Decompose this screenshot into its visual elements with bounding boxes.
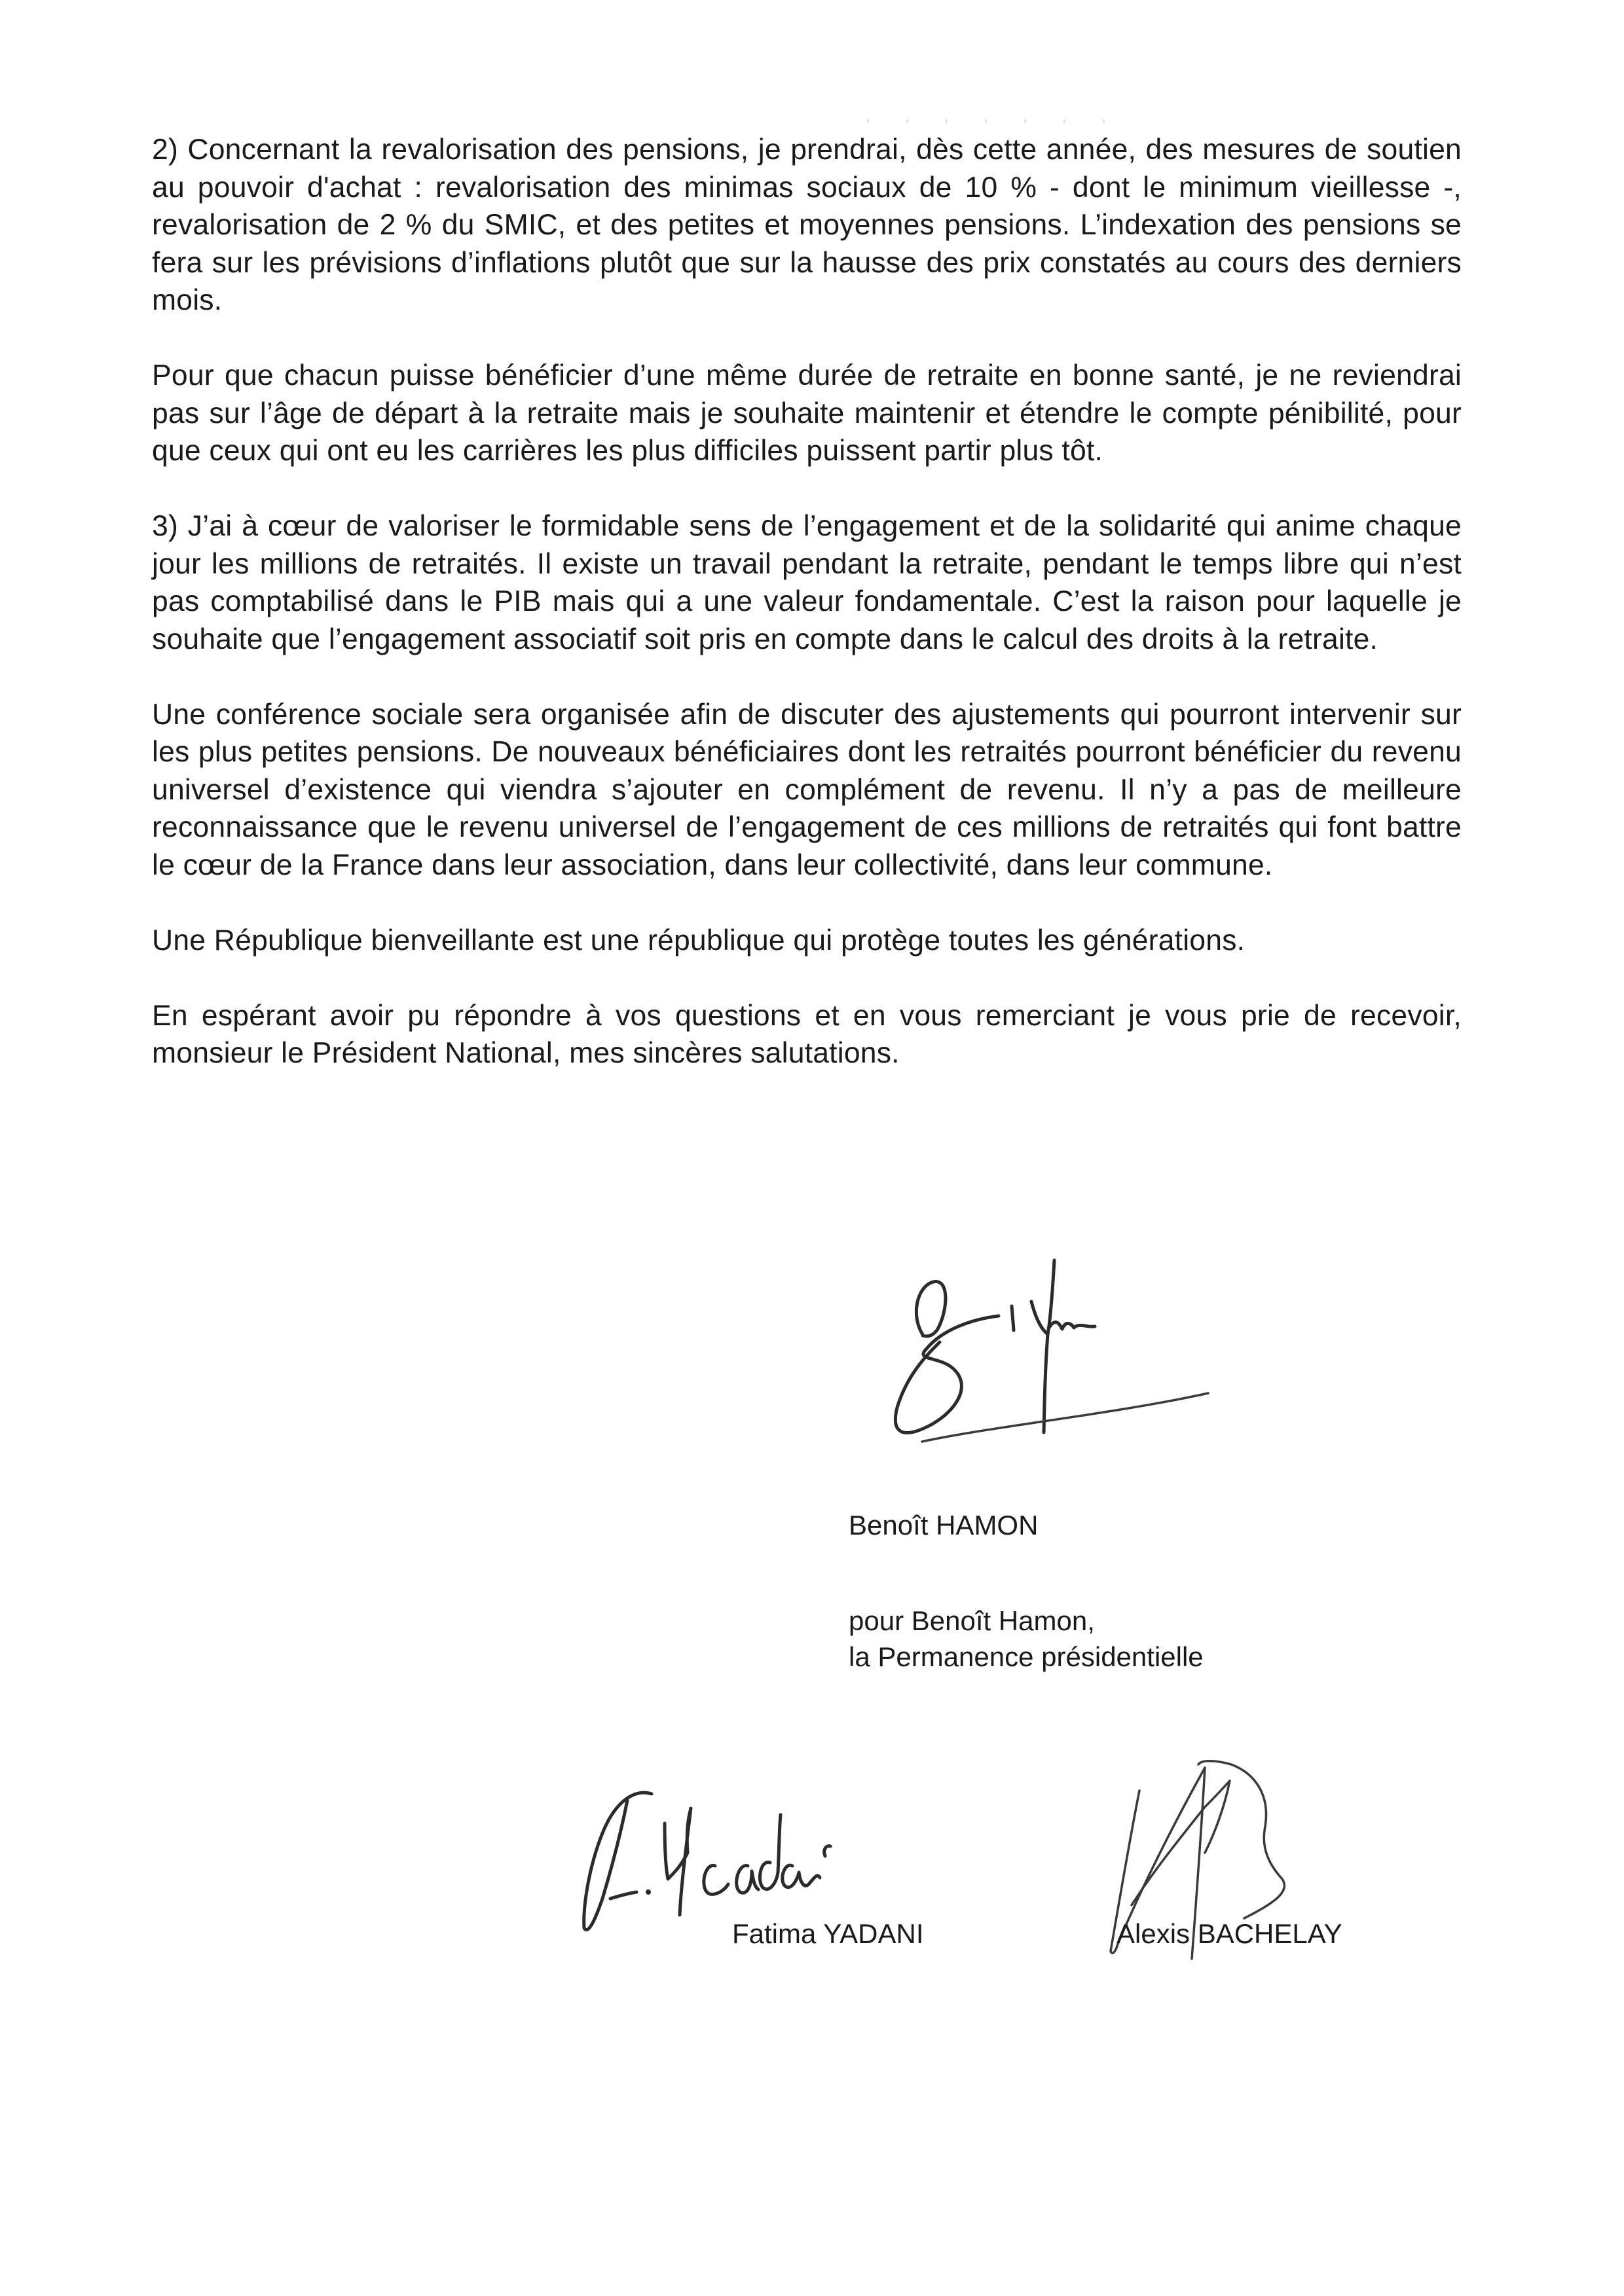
cosigner-name-yadani: Fatima YADANI	[732, 1918, 924, 1949]
paragraph-engagement: 3) J’ai à cœur de valoriser le formidable sens de l’engagement et de la solidarité qui anime chaque jour les millions de retraités. Il existe un travail pendant la retraite, pendant le temps libre qui n’est pas comptabilisé dans le PIB mais qui a une valeur fondamentale. C’est la raison pour laquelle je souhaite que l’engagement associatif soit pris en compte dans le calcul des droits à la retraite.	[152, 510, 1462, 655]
paragraph-retirement-age: Pour que chacun puisse bénéficier d’une même durée de retraite en bonne santé, je ne reviendrai pas sur l’âge de départ à la retraite mais je souhaite maintenir et étendre le compte pénibilité, pour que ceux qui ont eu les carrières les plus difficiles puissent partir plus tôt.	[152, 359, 1462, 467]
paragraph-republic: Une République bienveillante est une république qui protège toutes les générations.	[152, 924, 1246, 957]
on-behalf-line-2: la Permanence présidentielle	[849, 1641, 1204, 1672]
scan-artifact	[851, 119, 1113, 123]
letter-body	[152, 131, 1462, 1072]
handwritten-signature-icon	[851, 1257, 1270, 1453]
paragraph-pensions-revaluation: 2) Concernant la revalorisation des pensions, je prendrai, dès cette année, des mesures de soutien au pouvoir d'achat : revalorisation des minimas sociaux de 10 % - dont le minimum vieillesse -, revalorisation de 2 % du SMIC, et des petites et moyennes pensions. L’indexation des pensions se fera sur les prévisions d’inflations plutôt que sur la hausse des prix constatés au cours des derniers mois.	[152, 134, 1462, 316]
paragraph-closing: En espérant avoir pu répondre à vos questions et en vous remerciant je vous prie de recevoir, monsieur le Président National, mes sincères salutations.	[152, 999, 1462, 1069]
signature-hamon	[851, 1257, 1270, 1453]
paragraph-social-conference: Une conférence sociale sera organisée afin de discuter des ajustements qui pourront intervenir sur les plus petites pensions. De nouveaux bénéficiaires dont les retraités pourront bénéficier du revenu universel d’existence qui viendra s’ajouter en complément de revenu. Il n’y a pas de meilleure reconnaissance que le revenu universel de l’engagement de ces millions de retraités qui font battre le cœur de la France dans leur association, dans leur collectivité, dans leur commune.	[152, 698, 1462, 881]
cosigner-name-bachelay: Alexis BACHELAY	[1116, 1918, 1342, 1949]
on-behalf-line-1: pour Benoît Hamon,	[849, 1605, 1095, 1636]
signer-name-hamon: Benoît HAMON	[849, 1510, 1039, 1540]
